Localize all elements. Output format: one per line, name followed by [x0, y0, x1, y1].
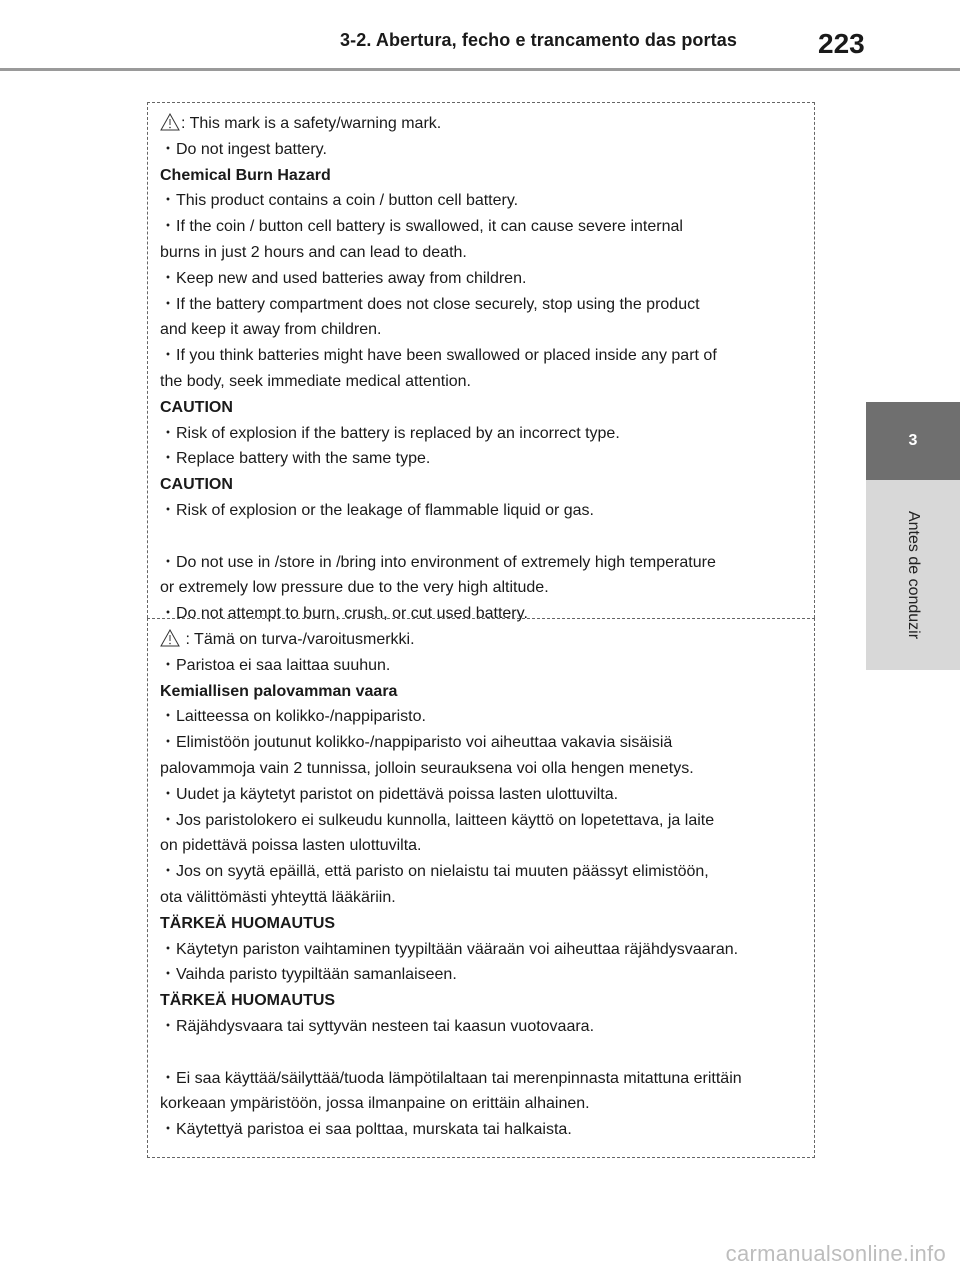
warning-triangle-icon	[160, 113, 180, 140]
fi-env-1: ・Ei saa käyttää/säilyttää/tuoda lämpötilaltaan tai merenpinnasta mitattuna erittäin	[160, 1069, 742, 1087]
en-swallowed-1: ・If the coin / button cell battery is swallowed, it can cause severe internal	[160, 218, 683, 236]
spacer	[160, 524, 810, 550]
fi-caution-1: TÄRKEÄ HUOMAUTUS	[160, 914, 336, 932]
fi-compartment-1: ・Jos paristolokero ei sulkeudu kunnolla, laitteen käyttö on lopetettava, ja laite	[160, 811, 715, 829]
en-warning-text: : This mark is a safety/warning mark.	[181, 115, 442, 132]
en-contains: ・This product contains a coin / button cell battery.	[160, 192, 519, 210]
en-env-1: ・Do not use in /store in /bring into environment of extremely high temperature	[160, 553, 716, 571]
finnish-warning-box	[147, 618, 815, 1158]
fi-explosion-type: ・Käytetyn pariston vaihtaminen tyypiltään vääraän voi aiheuttaa räjähdysvaaran.	[160, 940, 739, 958]
fi-explosion-leak: ・Räjähdysvaara tai syttyvän nesteen tai kaasun vuotovaara.	[160, 1017, 595, 1035]
en-caution-2: CAUTION	[160, 476, 233, 494]
header-title: 3-2. Abertura, fecho e trancamento das portas	[340, 30, 737, 50]
en-chem-heading: Chemical Burn Hazard	[160, 166, 331, 184]
fi-swallowed-1: ・Elimistöön joutunut kolikko-/nappiparisto voi aiheuttaa vakavia sisäisiä	[160, 734, 673, 752]
english-warning-box	[147, 102, 815, 623]
fi-think-2: ota välittömästi yhteyttä lääkäriin.	[160, 888, 396, 906]
en-compartment-1: ・If the battery compartment does not close securely, stop using the product	[160, 295, 700, 313]
en-ingest: ・Do not ingest battery.	[160, 140, 327, 158]
fi-replace: ・Vaihda paristo tyypiltään samanlaiseen.	[160, 966, 457, 984]
fi-compartment-2: on pidettävä poissa lasten ulottuvilta.	[160, 837, 422, 855]
en-burn: ・Do not attempt to burn, crush, or cut used battery.	[160, 605, 528, 623]
chapter-label	[866, 480, 960, 670]
fi-keep: ・Uudet ja käytetyt paristot on pidettävä poissa lasten ulottuvilta.	[160, 785, 619, 803]
en-explosion-leak: ・Risk of explosion or the leakage of flammable liquid or gas.	[160, 501, 595, 519]
header-rule	[0, 68, 960, 71]
en-replace: ・Replace battery with the same type.	[160, 450, 431, 468]
spacer	[160, 1040, 810, 1066]
watermark: carmanualsonline.info	[725, 1241, 946, 1266]
fi-caution-2: TÄRKEÄ HUOMAUTUS	[160, 992, 336, 1010]
chapter-tab: 3	[866, 402, 960, 480]
en-warning-line	[160, 111, 810, 137]
en-env-2: or extremely low pressure due to the very high altitude.	[160, 579, 549, 597]
en-compartment-2: and keep it away from children.	[160, 321, 382, 339]
en-explosion-type: ・Risk of explosion if the battery is replaced by an incorrect type.	[160, 424, 620, 442]
en-think-2: the body, seek immediate medical attention.	[160, 372, 471, 390]
fi-contains: ・Laitteessa on kolikko-/nappiparisto.	[160, 708, 426, 726]
fi-chem-heading: Kemiallisen palovamman vaara	[160, 682, 398, 700]
fi-think-1: ・Jos on syytä epäillä, että paristo on nielaistu tai muuten päässyt elimistöön,	[160, 863, 709, 881]
fi-burn: ・Käytettyä paristoa ei saa polttaa, murskata tai halkaista.	[160, 1121, 572, 1139]
fi-ingest: ・Paristoa ei saa laittaa suuhun.	[160, 656, 391, 674]
fi-warning-text: : Tämä on turva-/varoitusmerkki.	[181, 631, 415, 648]
en-swallowed-2: burns in just 2 hours and can lead to death.	[160, 243, 467, 261]
fi-env-2: korkeaan ympäristöön, jossa ilmanpaine on erittäin alhainen.	[160, 1095, 590, 1113]
chapter-label-text: Antes de conduzir	[905, 510, 923, 640]
fi-warning-line	[160, 627, 810, 653]
fi-swallowed-2: palovammoja vain 2 tunnissa, jolloin seurauksena voi olla hengen menetys.	[160, 759, 694, 777]
en-think-1: ・If you think batteries might have been swallowed or placed inside any part of	[160, 347, 717, 365]
en-caution-1: CAUTION	[160, 398, 233, 416]
en-keep: ・Keep new and used batteries away from children.	[160, 269, 527, 287]
page-number: 223	[818, 28, 865, 59]
warning-triangle-icon	[160, 629, 180, 656]
